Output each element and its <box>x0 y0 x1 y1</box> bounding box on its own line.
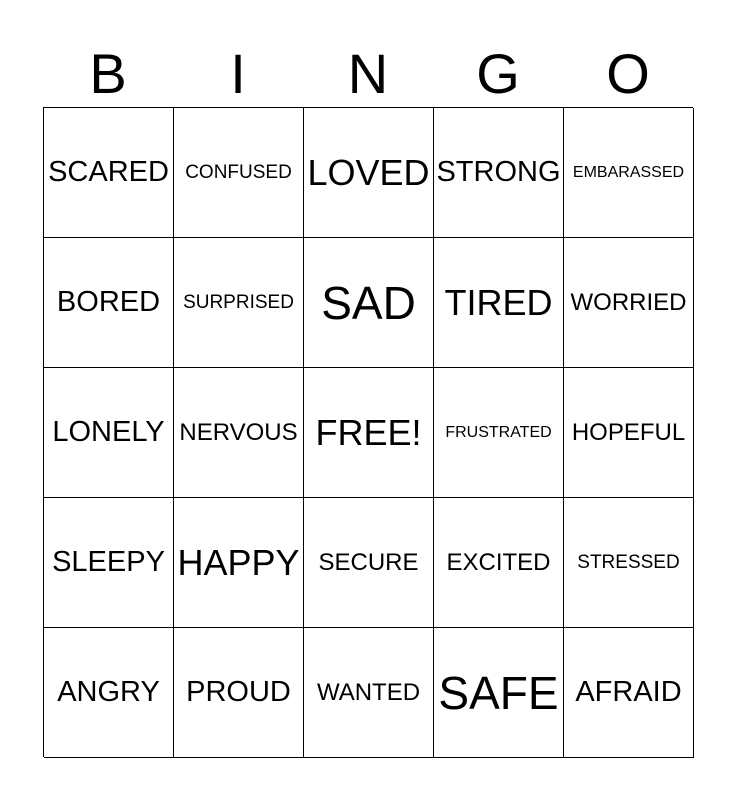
bingo-cell: SLEEPY <box>44 498 174 628</box>
bingo-cell: AFRAID <box>564 628 694 758</box>
bingo-board <box>43 107 693 757</box>
bingo-header <box>43 40 693 108</box>
bingo-cell: NERVOUS <box>174 368 304 498</box>
bingo-cell: STRESSED <box>564 498 694 628</box>
bingo-cell: CONFUSED <box>174 108 304 238</box>
bingo-cell: SAD <box>304 238 434 368</box>
bingo-cell: LOVED <box>304 108 434 238</box>
bingo-cell: SECURE <box>304 498 434 628</box>
bingo-cell: WORRIED <box>564 238 694 368</box>
bingo-cell: ANGRY <box>44 628 174 758</box>
header-letter-i: I <box>230 42 246 105</box>
bingo-cell: LONELY <box>44 368 174 498</box>
bingo-cell: FRUSTRATED <box>434 368 564 498</box>
bingo-cell: HAPPY <box>174 498 304 628</box>
bingo-cell: TIRED <box>434 238 564 368</box>
bingo-cell: SURPRISED <box>174 238 304 368</box>
header-letter-o: O <box>606 42 650 105</box>
bingo-cell: EMBARASSED <box>564 108 694 238</box>
bingo-cell: BORED <box>44 238 174 368</box>
header-letter-g: G <box>476 42 520 105</box>
bingo-cell: EXCITED <box>434 498 564 628</box>
bingo-cell: PROUD <box>174 628 304 758</box>
header-letter-b: B <box>89 42 127 105</box>
bingo-cell: SAFE <box>434 628 564 758</box>
header-letter-n: N <box>347 42 389 105</box>
bingo-cell free-space: FREE! <box>304 368 434 498</box>
bingo-cell: HOPEFUL <box>564 368 694 498</box>
bingo-cell: WANTED <box>304 628 434 758</box>
bingo-cell: SCARED <box>44 108 174 238</box>
bingo-cell: STRONG <box>434 108 564 238</box>
